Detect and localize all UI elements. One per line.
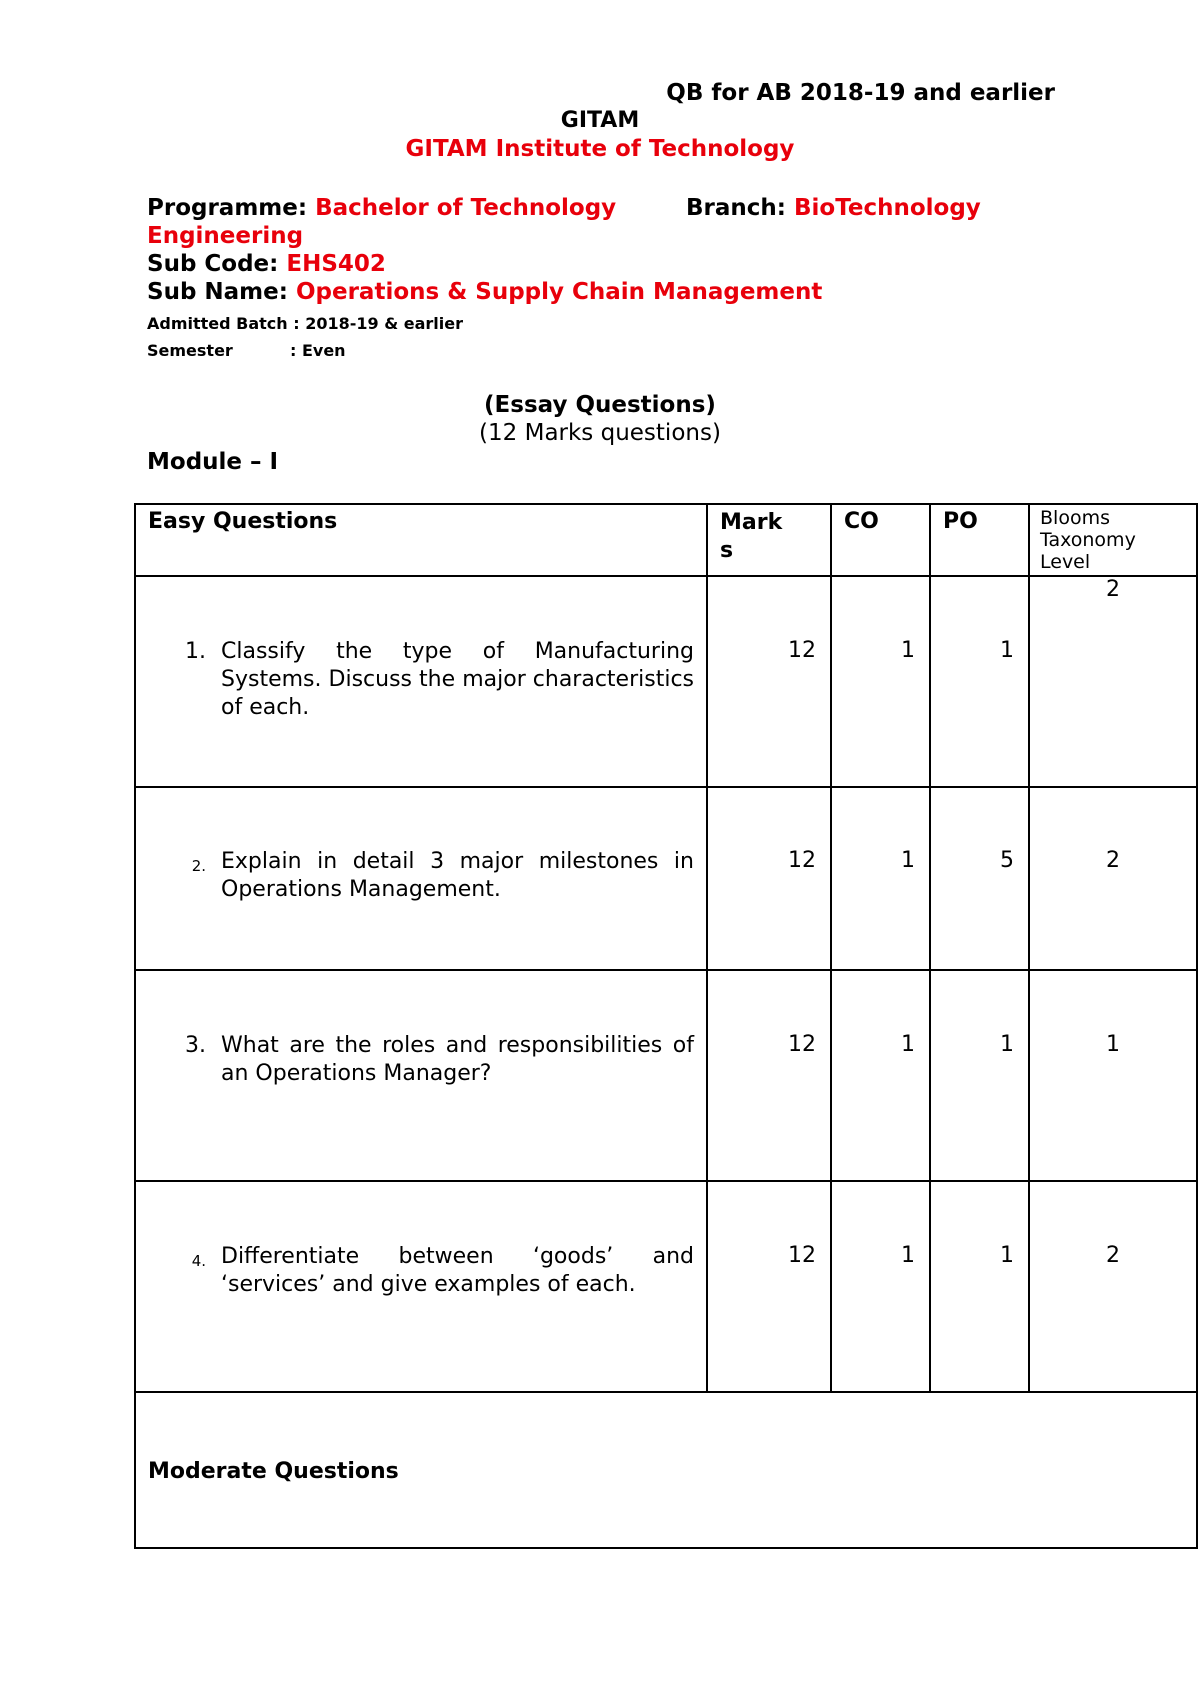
- co-cell: [831, 1181, 930, 1392]
- module-heading: Module – I: [147, 449, 279, 475]
- co-cell: [831, 787, 930, 970]
- table-row: [135, 576, 1197, 787]
- qb-title: QB for AB 2018-19 and earlier: [666, 80, 1055, 106]
- header-po: PO: [930, 504, 1029, 576]
- question-text: Explain in detail 3 major milestones in Operations Management.: [221, 849, 694, 902]
- header-marks-line1: Mark: [720, 510, 783, 535]
- header-blooms-line2: Taxonomy: [1040, 529, 1136, 551]
- marks-cell: [707, 787, 831, 970]
- header-blooms-line1: Blooms: [1040, 507, 1110, 529]
- header-questions: Easy Questions: [135, 504, 707, 576]
- po-value: 1: [1000, 1243, 1014, 1268]
- moderate-cell: [135, 1392, 1197, 1548]
- programme-line: [147, 195, 616, 221]
- po-value: 5: [1000, 848, 1014, 873]
- blooms-value: 1: [1106, 1032, 1120, 1057]
- blooms-value: 2: [1106, 848, 1120, 873]
- question-cell: [135, 787, 707, 970]
- po-cell: [930, 787, 1029, 970]
- question-text: Classify the type of Manufacturing Systems. Discuss the major characteristics of each.: [221, 639, 694, 720]
- question-table: [134, 503, 1198, 1549]
- branch-value: BioTechnology: [794, 195, 981, 221]
- po-cell: [930, 576, 1029, 787]
- question-cell: [135, 576, 707, 787]
- header-marks-line2: s: [720, 538, 734, 563]
- question-cell: [135, 1181, 707, 1392]
- sub-name-label: Sub Name:: [147, 279, 288, 305]
- co-value: 1: [901, 638, 915, 663]
- branch-label: Branch:: [686, 195, 786, 221]
- blooms-cell: [1029, 787, 1197, 970]
- co-cell: [831, 576, 930, 787]
- question-cell: [135, 970, 707, 1181]
- sub-code-line: [147, 251, 386, 277]
- table-row: [135, 787, 1197, 970]
- po-cell: [930, 1181, 1029, 1392]
- question-text: What are the roles and responsibilities of an Operations Manager?: [221, 1033, 694, 1086]
- header-blooms: [1029, 504, 1197, 576]
- co-cell: [831, 970, 930, 1181]
- marks-cell: [707, 1181, 831, 1392]
- table-row: [135, 970, 1197, 1181]
- co-value: 1: [901, 1032, 915, 1057]
- sub-name-line: [147, 279, 822, 305]
- branch-line: [686, 195, 981, 221]
- question-number: 4.: [191, 1252, 206, 1270]
- sub-code-label: Sub Code:: [147, 251, 279, 277]
- section-title: (Essay Questions): [484, 392, 716, 418]
- moderate-heading: Moderate Questions: [148, 1459, 399, 1484]
- po-value: 1: [1000, 638, 1014, 663]
- marks-value: 12: [788, 1243, 816, 1268]
- po-cell: [930, 970, 1029, 1181]
- blooms-value: 2: [1106, 1243, 1120, 1268]
- blooms-cell: [1029, 970, 1197, 1181]
- marks-cell: [707, 576, 831, 787]
- co-value: 1: [901, 1243, 915, 1268]
- question-number: 1.: [185, 639, 206, 664]
- university-name: GITAM: [560, 108, 640, 133]
- question-number: 2.: [191, 857, 206, 875]
- blooms-value: 2: [1106, 577, 1120, 602]
- section-subtitle: (12 Marks questions): [479, 420, 721, 446]
- header-marks: [707, 504, 831, 576]
- semester-label: Semester: [147, 341, 233, 360]
- semester-value: : Even: [290, 341, 346, 360]
- table-row: [135, 1181, 1197, 1392]
- programme-value: Bachelor of Technology: [315, 195, 617, 221]
- sub-name-value: Operations & Supply Chain Management: [295, 279, 823, 305]
- institute-name: GITAM Institute of Technology: [405, 136, 795, 162]
- co-value: 1: [901, 848, 915, 873]
- table-header-row: [135, 504, 1197, 576]
- moderate-row: [135, 1392, 1197, 1548]
- marks-value: 12: [788, 1032, 816, 1057]
- header-co: CO: [831, 504, 930, 576]
- marks-cell: [707, 970, 831, 1181]
- header-blooms-line3: Level: [1040, 551, 1091, 573]
- programme-label: Programme:: [147, 195, 308, 221]
- blooms-cell: [1029, 1181, 1197, 1392]
- question-number: 3.: [185, 1033, 206, 1058]
- branch-value-cont: Engineering: [147, 223, 304, 249]
- sub-code-value: EHS402: [286, 251, 386, 277]
- po-value: 1: [1000, 1032, 1014, 1057]
- blooms-cell: [1029, 576, 1197, 787]
- admitted-batch: Admitted Batch : 2018-19 & earlier: [147, 314, 463, 333]
- marks-value: 12: [788, 638, 816, 663]
- question-text: Differentiate between ‘goods’ and ‘services’ and give examples of each.: [221, 1244, 694, 1297]
- marks-value: 12: [788, 848, 816, 873]
